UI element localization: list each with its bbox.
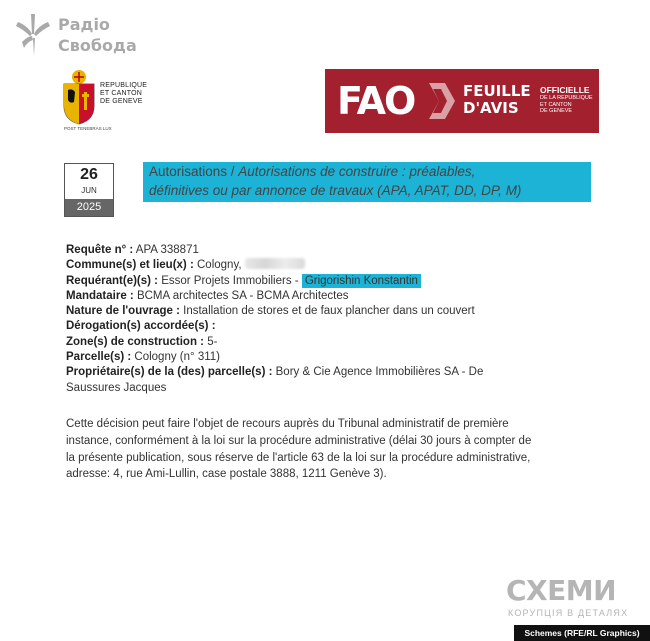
permit-details	[66, 243, 586, 396]
notice-line1: Cette décision peut faire l'objet de recours auprès du Tribunal administratif de première	[66, 418, 509, 430]
schemes-logo-text: СХЕМИ	[506, 574, 617, 607]
crest-line3: DE GENEVE	[100, 98, 143, 105]
proprietaire-value-2: Saussures Jacques	[66, 381, 167, 394]
date-year: 2025	[65, 199, 113, 216]
schemes-logo	[506, 574, 636, 618]
nature-value: Installation de stores et de faux plancher dans un couvert	[183, 305, 475, 318]
zone-label: Zone(s) de construction :	[66, 335, 204, 348]
proprietaire-value-1: Bory & Cie Agence Immobilières SA - De	[275, 366, 484, 379]
commune-value: Cologny,	[197, 259, 242, 272]
parcelle-label: Parcelle(s) :	[66, 351, 132, 364]
crest-line2: ET CANTON	[100, 90, 142, 97]
notice-line3: la présente publication, sous réserve de l'article 63 de la loi sur la procédure administrative,	[66, 451, 531, 464]
requete-label: Requête n° :	[66, 244, 134, 256]
title-italic-line2: définitives ou par annonce de travaux (APA, APAT, DD, DP, M)	[149, 183, 522, 198]
detail-nature	[66, 304, 586, 319]
fao-mark: FAO	[337, 79, 415, 123]
requerant-value: Essor Projets Immobiliers -	[161, 274, 299, 287]
requerant-label: Requérant(e)(s) :	[66, 274, 159, 287]
requete-value: APA 338871	[135, 244, 199, 256]
fao-sub3: DE GENEVE	[540, 108, 573, 114]
detail-commune	[66, 258, 586, 273]
proprietaire-label: Propriétaire(s) de la (des) parcelle(s) :	[66, 366, 273, 379]
fao-feuille: FEUILLE	[463, 82, 531, 100]
geneva-coat-of-arms-icon	[60, 68, 98, 126]
detail-derogation	[66, 319, 586, 334]
date-month: JUN	[81, 186, 97, 195]
schemes-tagline: КОРУПЦІЯ В ДЕТАЛЯХ	[508, 608, 629, 618]
fao-davis: D'AVIS	[463, 99, 519, 117]
radio-logo-line2: Свобода	[58, 36, 137, 55]
detail-parcelle	[66, 350, 586, 365]
detail-requerant	[66, 274, 586, 289]
radio-logo-line1: Радіо	[58, 15, 110, 34]
derogation-label: Dérogation(s) accordée(s) :	[66, 320, 216, 333]
notice-title	[143, 162, 591, 202]
title-italic-line1: Autorisations de construire : préalables,	[238, 164, 476, 179]
mandataire-value: BCMA architectes SA - BCMA Architectes	[136, 289, 349, 302]
detail-mandataire	[66, 289, 586, 304]
radio-svoboda-logo	[14, 12, 137, 62]
fao-sub1: DE LA REPUBLIQUE	[540, 95, 593, 101]
nature-label: Nature de l'ouvrage :	[66, 305, 180, 318]
crest-line1: REPUBLIQUE	[100, 82, 148, 89]
publication-date-box	[64, 163, 114, 217]
parcelle-value: Cologny (n° 311)	[134, 351, 220, 364]
detail-zone	[66, 335, 586, 350]
detail-requete	[66, 243, 586, 258]
mandataire-label: Mandataire :	[66, 289, 134, 302]
fao-sub2: ET CANTON	[540, 101, 572, 108]
chevron-right-icon	[425, 81, 457, 121]
notice-line4: adresse: 4, rue Ami-Lullin, case postale 3888, 1211 Genève 3).	[66, 468, 387, 481]
fao-officielle: OFFICIELLE	[540, 85, 590, 95]
fao-banner	[325, 69, 599, 133]
image-credit: Schemes (RFE/RL Graphics)	[514, 625, 650, 641]
zone-value: 5-	[207, 335, 218, 348]
commune-label: Commune(s) et lieu(x) :	[66, 259, 194, 272]
date-day: 26	[80, 166, 98, 183]
detail-proprietaire	[66, 365, 586, 380]
crest-motto: POST TENEBRAS LUX	[64, 126, 112, 131]
geneva-crest	[60, 68, 180, 134]
radio-svoboda-bird-icon	[14, 12, 52, 58]
title-plain: Autorisations /	[149, 164, 239, 179]
appeal-notice	[66, 416, 586, 483]
notice-line2: instance, conformément à la loi sur la procédure administrative (délai 30 jours à compter de	[66, 434, 532, 447]
requerant-name-highlight: Grigorishin Konstantin	[302, 274, 421, 288]
redacted-address	[245, 258, 305, 269]
